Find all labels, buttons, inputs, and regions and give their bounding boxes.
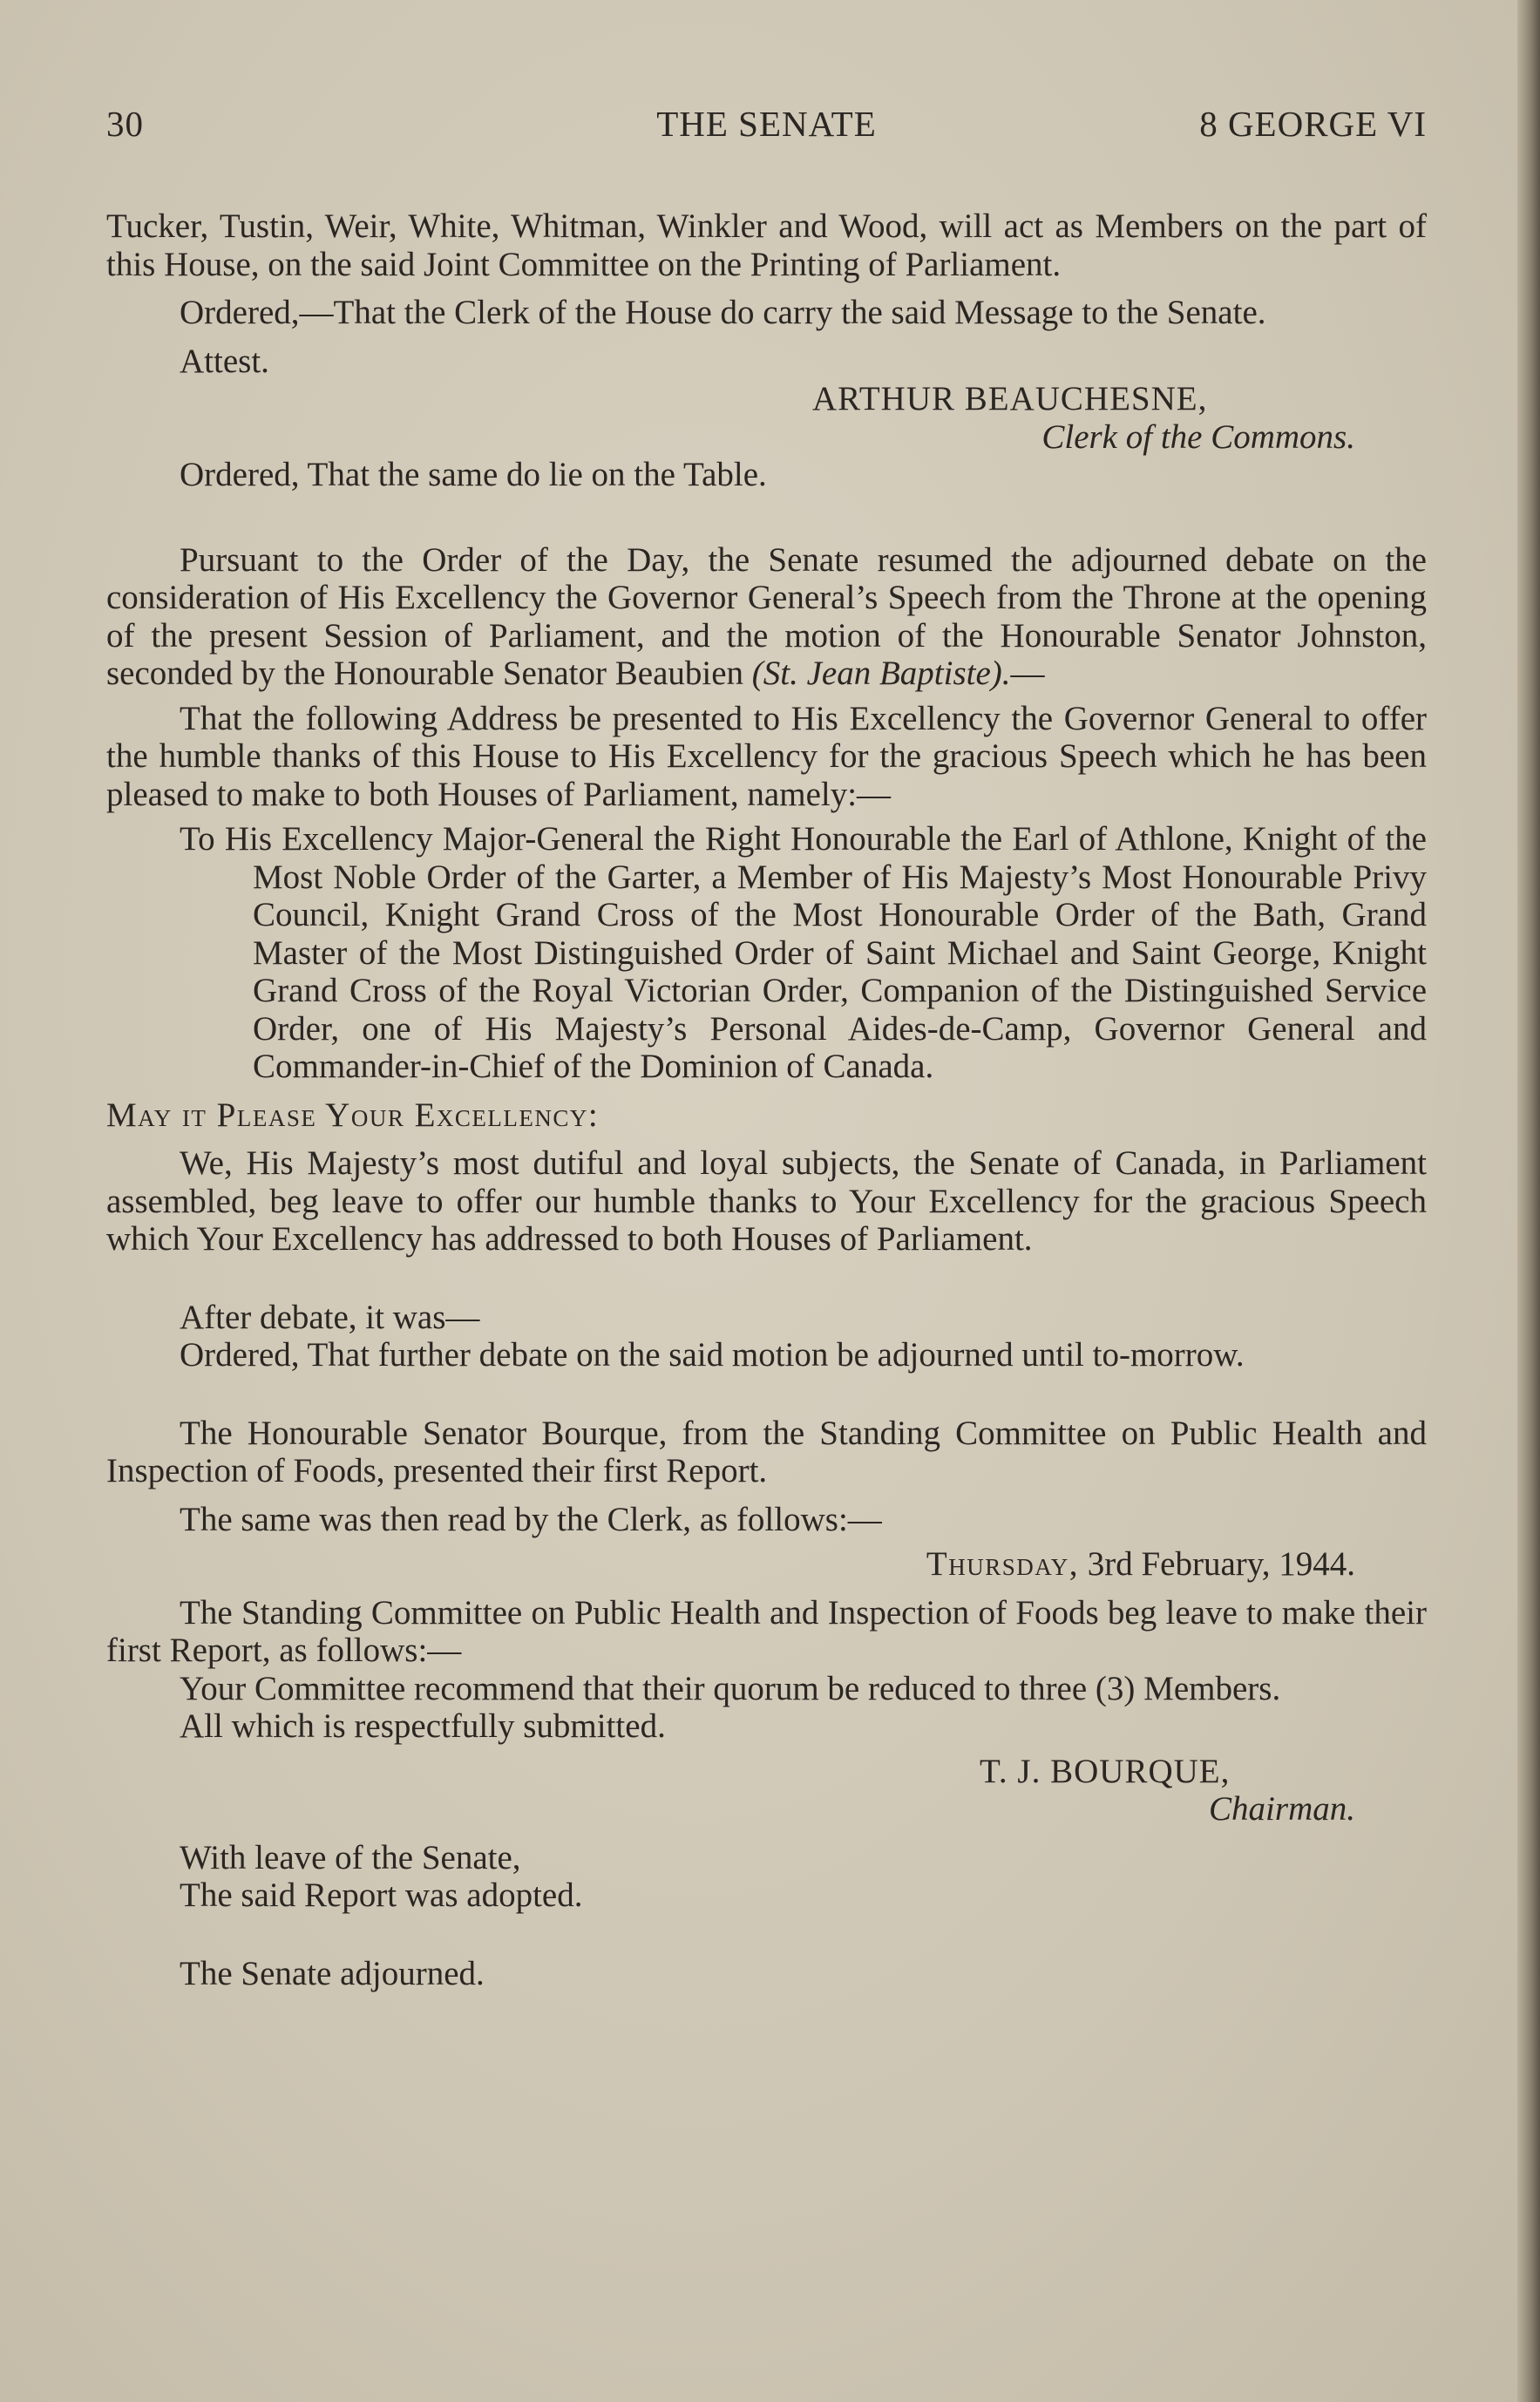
attest-line: Attest. xyxy=(180,342,269,380)
paragraph: With leave of the Senate, xyxy=(180,1838,521,1876)
page-number: 30 xyxy=(106,104,144,144)
address-paragraph: To His Excellency Major-General the Right Honourable the Earl of Athlone, Knight of the Most Noble Order of the Garter, a Member of His Majesty’s Most Honourable Privy Council, Knight Grand Cross of the Most Honourable Order of the Bath, Grand Master of the Most Distinguished Order of Saint Michael and Saint George, Knight Grand Cross of the Royal Victorian Order, Companion of the Distinguished Service Order, one of His Majesty’s Personal Aides-de-Camp, Governor General and Commander-in-Chief of the Dominion of Canada. xyxy=(180,820,1427,1085)
header-regnal-year: 8 GEORGE VI xyxy=(1199,104,1427,144)
paragraph: After debate, it was— xyxy=(180,1298,480,1336)
paragraph: Tucker, Tustin, Weir, White, Whitman, Winkler and Wood, will act as Members on the part of this House, on the said Joint Committee on the Printing of Parliament. xyxy=(106,207,1427,283)
paragraph: Ordered, That further debate on the said motion be adjourned until to-morrow. xyxy=(180,1336,1245,1374)
salutation: May it Please Your Excellency: xyxy=(106,1096,600,1134)
paragraph: All which is respectfully submitted. xyxy=(180,1707,666,1745)
signature-name: T. J. BOURQUE, xyxy=(980,1752,1231,1790)
running-header xyxy=(106,103,1427,148)
signature-title: Chairman. xyxy=(1209,1790,1355,1828)
paragraph xyxy=(106,541,1427,693)
paragraph: That the following Address be presented to His Excellency the Governor General to offer the humble thanks of this House to His Excellency for the gracious Speech which he has been pleased to make to both Houses of Parliament, namely:— xyxy=(106,699,1427,813)
paragraph: Ordered, That the same do lie on the Table. xyxy=(180,456,767,493)
page-edge xyxy=(1517,0,1540,2402)
paragraph: The Senate adjourned. xyxy=(180,1954,485,1992)
paragraph-text: Pursuant to the Order of the Day, the Senate resumed the adjourned debate on the consideration of His Excellency the Governor General’s Speech from the Throne at the opening of the present Session of Parliament, and the motion of the Honourable Senator Johnston, seconded by the Honourable Senator Beaubien xyxy=(106,540,1427,692)
paragraph: The Standing Committee on Public Health and Inspection of Foods beg leave to make their first Report, as follows:— xyxy=(106,1593,1427,1669)
paragraph-dash: — xyxy=(1010,655,1045,692)
report-date-rest: 3rd February, 1944. xyxy=(1087,1545,1355,1583)
report-date xyxy=(106,1545,1427,1584)
paragraph: The same was then read by the Clerk, as follows:— xyxy=(180,1500,882,1538)
paragraph: The Honourable Senator Bourque, from the Standing Committee on Public Health and Inspection of Foods, presented their first Report. xyxy=(106,1414,1427,1489)
paragraph: Your Committee recommend that their quorum be reduced to three (3) Members. xyxy=(180,1669,1281,1707)
paragraph-italic: (St. Jean Baptiste). xyxy=(751,655,1011,692)
signature-name: ARTHUR BEAUCHESNE, xyxy=(812,380,1208,417)
document-page xyxy=(106,0,1427,2402)
body-text xyxy=(106,207,1427,1992)
paragraph: Ordered,—That the Clerk of the House do carry the said Message to the Senate. xyxy=(180,294,1266,331)
paragraph: We, His Majesty’s most dutiful and loyal subjects, the Senate of Canada, in Parliament assembled, beg leave to offer our humble thanks to Your Excellency for the gracious Speech which Your Excellency has addressed to both Houses of Parliament. xyxy=(106,1144,1427,1258)
header-title: THE SENATE xyxy=(656,104,877,144)
paragraph: The said Report was adopted. xyxy=(180,1876,583,1914)
report-date-day: Thursday, xyxy=(926,1545,1079,1583)
signature-title: Clerk of the Commons. xyxy=(1041,417,1355,456)
